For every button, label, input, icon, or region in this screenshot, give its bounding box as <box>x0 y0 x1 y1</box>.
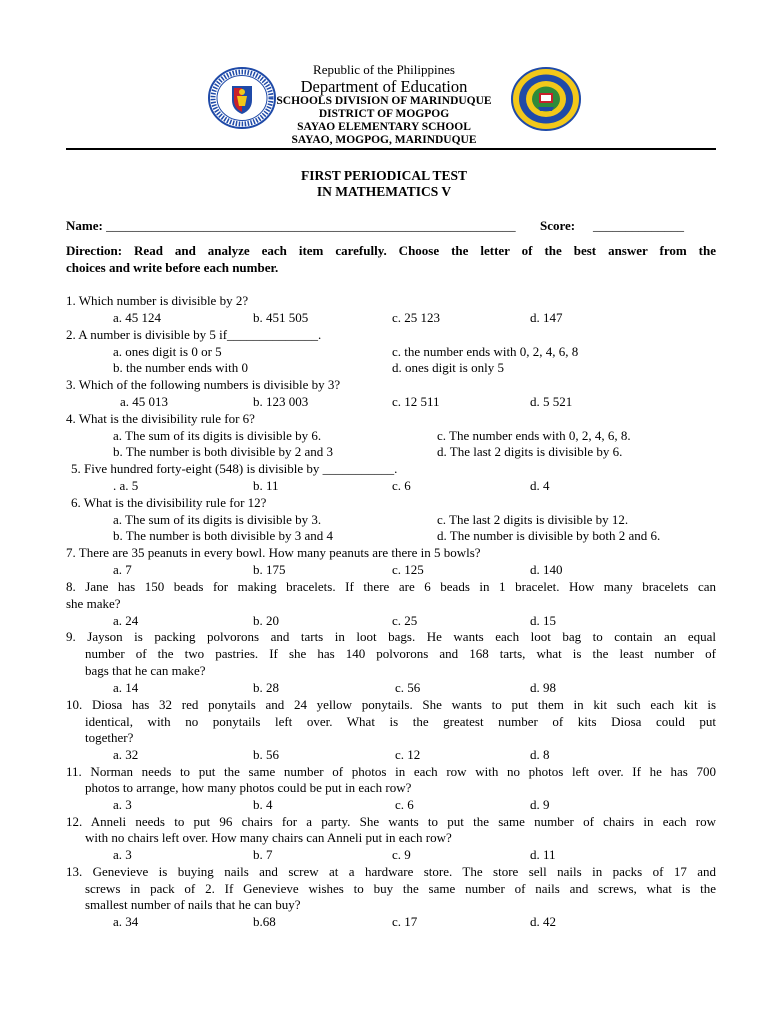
q13-choice-d: d. 42 <box>530 914 556 929</box>
q2-choice-b: b. the number ends with 0 <box>113 360 249 375</box>
q3-choice-b: b. 123 003 <box>253 394 309 409</box>
question-9-line-2: number of the two pastries. If she has 140 polvorons and 168 tarts, what is the least number of <box>85 646 716 661</box>
question-12-line-2: with no chairs left over. How many chairs can Anneli put in each row? <box>85 830 452 845</box>
q12-choice-a: a. 3 <box>113 847 132 862</box>
question-13-line-1: 13. Genevieve is buying nails and screw at a hardware store. The store sell nails in packs of 17 and <box>66 864 716 879</box>
name-score-row <box>66 218 716 234</box>
q6-choice-c: c. The last 2 digits is divisible by 12. <box>437 512 629 527</box>
q4-choice-c: c. The number ends with 0, 2, 4, 6, 8. <box>437 428 631 443</box>
q11-choice-d: d. 9 <box>530 797 550 812</box>
score-blank[interactable]: ______________ <box>593 218 684 233</box>
q3-choice-c: c. 12 511 <box>392 394 440 409</box>
test-subject: IN MATHEMATICS V <box>316 184 452 199</box>
q5-choice-c: c. 6 <box>392 478 411 493</box>
q8-choice-d: d. 15 <box>530 613 556 628</box>
q11-choice-a: a. 3 <box>113 797 132 812</box>
question-6: 6. What is the divisibility rule for 12? <box>71 495 267 510</box>
question-10-line-2: identical, with no ponytails left over. What is the greatest number of kits Diosa could put <box>85 714 716 729</box>
q9-choice-a: a. 14 <box>113 680 139 695</box>
question-5: 5. Five hundred forty-eight (548) is divisible by ___________. <box>71 461 398 476</box>
question-8-line-2: she make? <box>66 596 121 611</box>
question-11-line-2: photos to arrange, how many photos could be put in each row? <box>85 780 412 795</box>
q12-choice-b: b. 7 <box>253 847 273 862</box>
q1-choice-b: b. 451 505 <box>253 310 309 325</box>
question-7: 7. There are 35 peanuts in every bowl. How many peanuts are there in 5 bowls? <box>66 545 481 560</box>
q11-choice-b: b. 4 <box>253 797 273 812</box>
q5-choice-b: b. 11 <box>253 478 279 493</box>
q10-choice-c: c. 12 <box>395 747 421 762</box>
question-9-line-3: bags that he can make? <box>85 663 206 678</box>
q13-choice-b: b.68 <box>253 914 276 929</box>
division-line: SCHOOLS DIVISION OF MARINDUQUE <box>276 95 492 107</box>
q11-choice-c: c. 6 <box>395 797 414 812</box>
q7-choice-a: a. 7 <box>113 562 132 577</box>
department-line: Department of Education <box>300 77 468 96</box>
q6-choice-d: d. The number is divisible by both 2 and 6. <box>437 528 661 543</box>
question-9-line-1: 9. Jayson is packing polvorons and tarts in loot bags. He wants each loot bag to contain an equal <box>66 629 716 644</box>
name-blank[interactable]: _______________________________________________________________ <box>106 218 516 233</box>
q10-choice-a: a. 32 <box>113 747 139 762</box>
q8-choice-c: c. 25 <box>392 613 418 628</box>
republic-line: Republic of the Philippines <box>313 62 455 77</box>
q4-choice-b: b. The number is both divisible by 2 and 3 <box>113 444 334 459</box>
q7-choice-d: d. 140 <box>530 562 563 577</box>
direction-line-2: choices and write before each number. <box>66 260 279 275</box>
question-13-line-3: smallest number of nails that he can buy? <box>85 897 301 912</box>
name-label: Name: <box>66 218 103 233</box>
q13-choice-c: c. 17 <box>392 914 418 929</box>
district-line: DISTRICT OF MOGPOG <box>318 108 450 120</box>
q13-choice-a: a. 34 <box>113 914 139 929</box>
q5-choice-d: d. 4 <box>530 478 550 493</box>
q1-choice-a: a. 45 124 <box>113 310 162 325</box>
question-11-line-1: 11. Norman needs to put the same number of photos in each row with no photos left over. If he has 700 <box>66 764 716 779</box>
header-divider <box>66 148 716 150</box>
q9-choice-c: c. 56 <box>395 680 421 695</box>
question-10-line-1: 10. Diosa has 32 red ponytails and 24 yellow ponytails. She wants to put them in kit such each kit is <box>66 697 716 712</box>
q7-choice-c: c. 125 <box>392 562 424 577</box>
q6-choice-a: a. The sum of its digits is divisible by 3. <box>113 512 322 527</box>
question-1: 1. Which number is divisible by 2? <box>66 293 249 308</box>
q4-choice-d: d. The last 2 digits is divisible by 6. <box>437 444 623 459</box>
q8-choice-a: a. 24 <box>113 613 139 628</box>
q8-choice-b: b. 20 <box>253 613 279 628</box>
q9-choice-d: d. 98 <box>530 680 556 695</box>
q12-choice-d: d. 11 <box>530 847 556 862</box>
q2-choice-d: d. ones digit is only 5 <box>392 360 504 375</box>
question-4: 4. What is the divisibility rule for 6? <box>66 411 255 426</box>
question-13-line-2: screws in pack of 2. If Genevieve wishes to buy the same number of nails and screws, what is the <box>85 881 716 896</box>
q5-choice-a: . a. 5 <box>113 478 139 493</box>
q6-choice-b: b. The number is both divisible by 3 and 4 <box>113 528 334 543</box>
question-8-line-1: 8. Jane has 150 beads for making bracelets. If there are 6 beads in 1 bracelet. How many bracelets can <box>66 579 716 594</box>
school-line: SAYAO ELEMENTARY SCHOOL <box>297 121 471 133</box>
q1-choice-c: c. 25 123 <box>392 310 441 325</box>
q9-choice-b: b. 28 <box>253 680 279 695</box>
question-2: 2. A number is divisible by 5 if______________. <box>66 327 322 342</box>
q10-choice-b: b. 56 <box>253 747 279 762</box>
question-12-line-1: 12. Anneli needs to put 96 chairs for a party. She wants to put the same number of chairs in each row <box>66 814 716 829</box>
q1-choice-d: d. 147 <box>530 310 563 325</box>
q2-choice-c: c. the number ends with 0, 2, 4, 6, 8 <box>392 344 579 359</box>
q7-choice-b: b. 175 <box>253 562 286 577</box>
direction-line-1: Direction: Read and analyze each item carefully. Choose the letter of the best answer from the <box>66 243 716 258</box>
question-10-line-3: together? <box>85 730 134 745</box>
q10-choice-d: d. 8 <box>530 747 550 762</box>
question-3: 3. Which of the following numbers is divisible by 3? <box>66 377 341 392</box>
score-label: Score: <box>540 218 576 233</box>
q3-choice-d: d. 5 521 <box>530 394 573 409</box>
q2-choice-a: a. ones digit is 0 or 5 <box>113 344 222 359</box>
address-line: SAYAO, MOGPOG, MARINDUQUE <box>291 134 477 146</box>
test-title: FIRST PERIODICAL TEST <box>300 168 468 183</box>
q3-choice-a: a. 45 013 <box>120 394 169 409</box>
q4-choice-a: a. The sum of its digits is divisible by 6. <box>113 428 322 443</box>
q12-choice-c: c. 9 <box>392 847 411 862</box>
